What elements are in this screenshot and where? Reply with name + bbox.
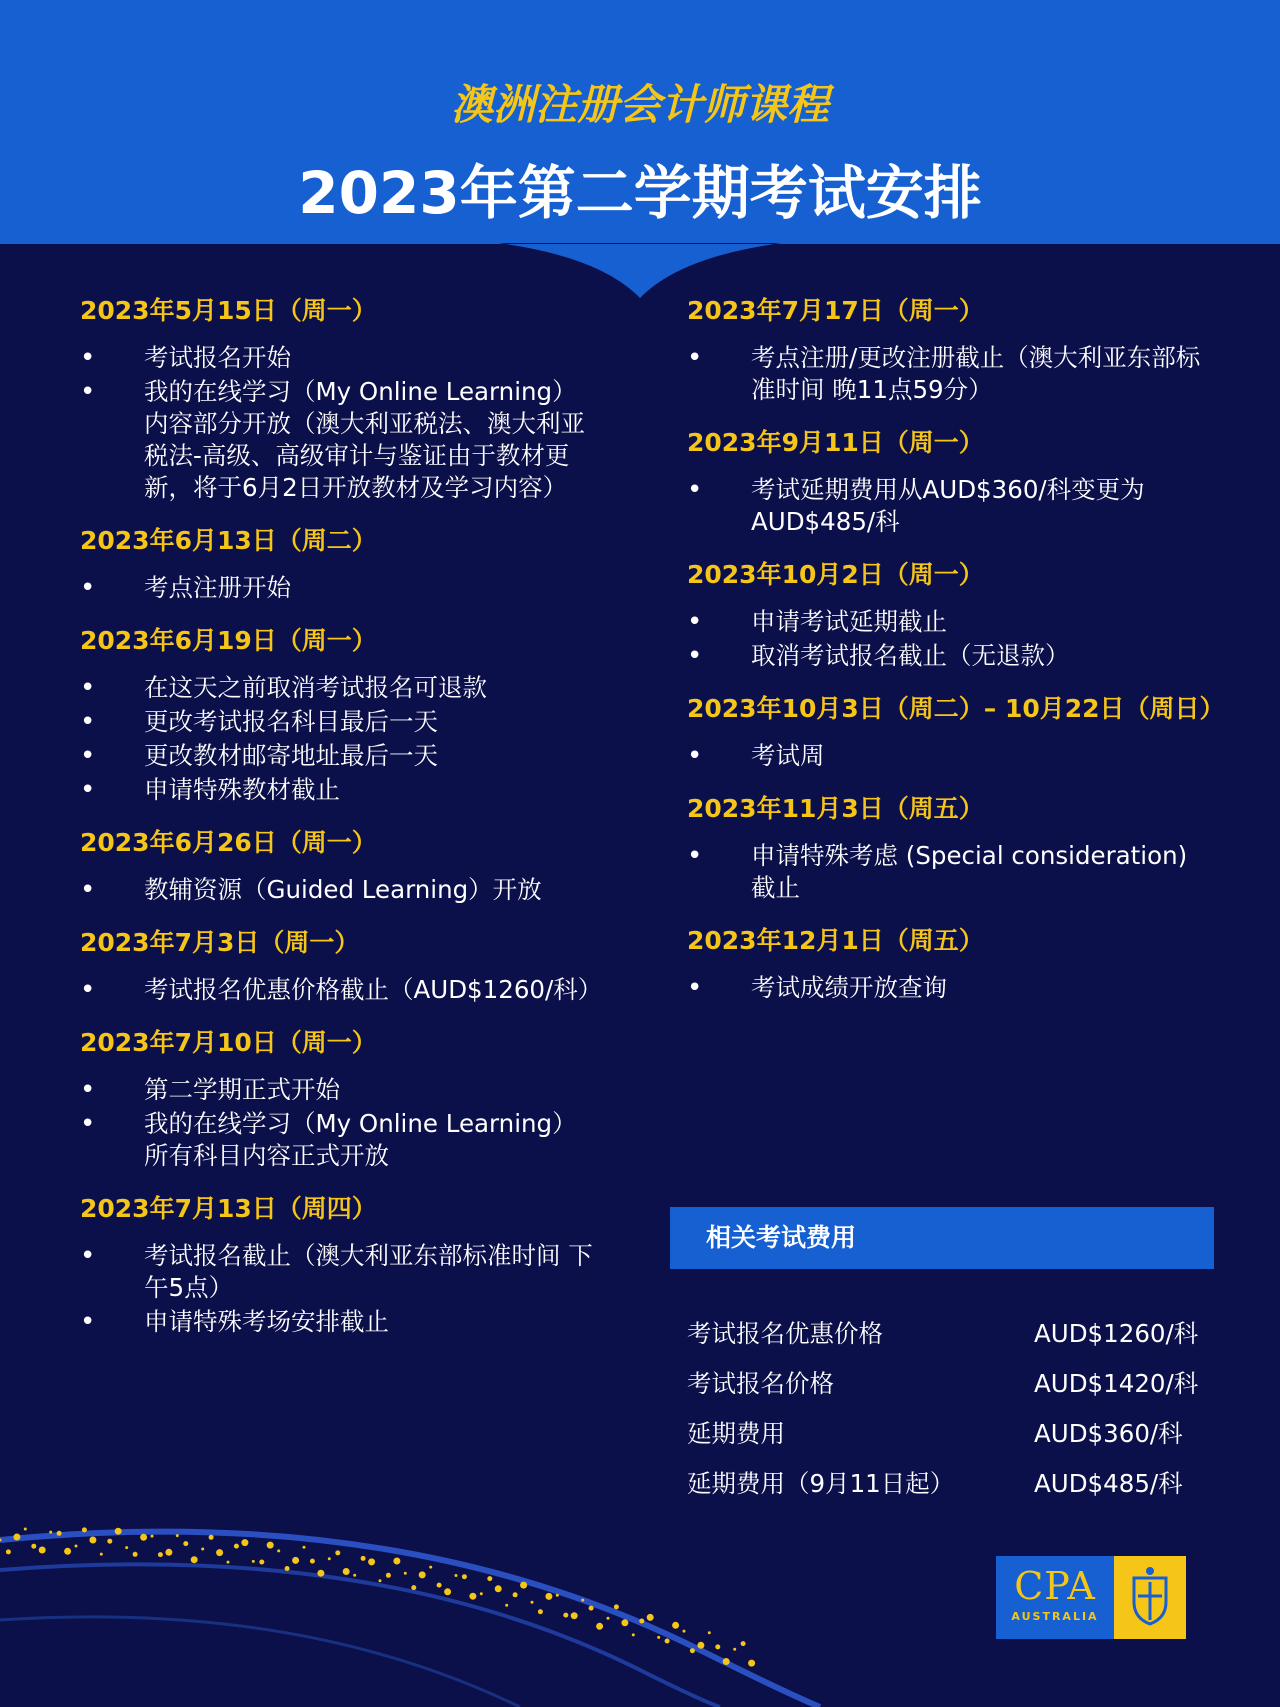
decorative-dot xyxy=(647,1614,654,1621)
schedule-item-list xyxy=(687,606,1207,672)
schedule-left-column xyxy=(80,294,603,1358)
crest-icon xyxy=(1114,1556,1186,1639)
schedule-item: • 考试报名开始 xyxy=(80,342,600,374)
decorative-dot xyxy=(183,1541,188,1546)
decorative-dot xyxy=(107,1539,112,1544)
decorative-dot xyxy=(462,1574,467,1579)
decorative-dot xyxy=(495,1585,502,1592)
decorative-dot xyxy=(158,1552,163,1557)
schedule-item-list xyxy=(80,672,600,806)
page-subtitle: 澳洲注册会计师课程 xyxy=(450,80,829,129)
decorative-dot xyxy=(328,1557,331,1560)
decorative-dot xyxy=(672,1622,679,1629)
decorative-dot xyxy=(115,1528,122,1535)
schedule-item-list xyxy=(80,974,603,1006)
decorative-dot xyxy=(216,1549,223,1556)
schedule-right-column xyxy=(687,294,1225,1024)
fees-table xyxy=(687,1318,1217,1518)
decorative-dot xyxy=(520,1582,527,1589)
schedule-date: 2023年7月13日（周四） xyxy=(80,1194,377,1223)
decorative-dot xyxy=(201,1548,204,1551)
decorative-dot xyxy=(234,1544,239,1549)
schedule-date: 2023年7月3日（周一） xyxy=(80,928,360,957)
schedule-item: • 申请特殊考场安排截止 xyxy=(80,1306,600,1338)
decorative-dot xyxy=(607,1617,610,1620)
fee-label: 延期费用 xyxy=(687,1419,785,1448)
decorative-dot xyxy=(596,1623,603,1630)
decorative-dot xyxy=(259,1560,264,1565)
decorative-dot xyxy=(368,1558,375,1565)
decorative-dot xyxy=(723,1658,730,1665)
decorative-dot xyxy=(82,1527,87,1532)
schedule-date: 2023年7月17日（周一） xyxy=(687,296,984,325)
decorative-dot xyxy=(49,1531,52,1534)
decorative-dot xyxy=(505,1604,508,1607)
fee-label: 考试报名价格 xyxy=(687,1369,834,1398)
fee-value: AUD$485/科 xyxy=(1034,1469,1183,1498)
fees-heading: 相关考试费用 xyxy=(670,1207,1214,1269)
schedule-date: 2023年10月2日（周一） xyxy=(687,560,984,589)
decorative-dot xyxy=(252,1560,255,1563)
decorative-dot xyxy=(191,1556,198,1563)
schedule-item: • 取消考试报名截止（无退款） xyxy=(687,640,1207,672)
decorative-dot xyxy=(621,1619,628,1626)
decorative-dot xyxy=(165,1549,172,1556)
decorative-dot xyxy=(665,1639,670,1644)
schedule-item-list xyxy=(80,1074,600,1172)
schedule-date: 2023年6月26日（周一） xyxy=(80,828,377,857)
schedule-date: 2023年12月1日（周五） xyxy=(687,926,984,955)
decorative-dot xyxy=(429,1566,432,1569)
decorative-dot xyxy=(133,1552,138,1557)
decorative-dot xyxy=(140,1534,147,1541)
schedule-date: 2023年5月15日（周一） xyxy=(80,296,377,325)
schedule-item-list xyxy=(687,972,1207,1004)
schedule-item: • 申请考试延期截止 xyxy=(687,606,1207,638)
decorative-dot xyxy=(531,1601,534,1604)
fee-label: 考试报名优惠价格 xyxy=(687,1319,883,1348)
decorative-dot xyxy=(715,1644,720,1649)
schedule-item-list xyxy=(80,874,600,906)
decorative-dot xyxy=(563,1613,568,1618)
decorative-dot xyxy=(455,1574,458,1577)
decorative-dot xyxy=(6,1549,11,1554)
schedule-item-list xyxy=(80,1240,600,1338)
decorative-dot xyxy=(303,1546,306,1549)
decorative-dot xyxy=(469,1593,476,1600)
fee-value: AUD$360/科 xyxy=(1034,1419,1183,1448)
schedule-item-list xyxy=(687,342,1207,406)
decorative-dot xyxy=(487,1576,492,1581)
schedule-item: • 更改教材邮寄地址最后一天 xyxy=(80,740,600,772)
fee-value: AUD$1260/科 xyxy=(1034,1319,1199,1348)
decorative-dot xyxy=(310,1559,315,1564)
decorative-dot xyxy=(614,1604,619,1609)
schedule-item: • 考点注册开始 xyxy=(80,572,600,604)
schedule-item-list xyxy=(687,474,1207,538)
decorative-dot xyxy=(31,1544,36,1549)
schedule-item: • 考试报名优惠价格截止（AUD$1260/科） xyxy=(80,974,600,1006)
decorative-dot xyxy=(639,1619,644,1624)
decorative-dot xyxy=(437,1583,442,1588)
logo-text: CPA xyxy=(1014,1564,1096,1608)
decorative-dot xyxy=(683,1630,686,1633)
decorative-dot xyxy=(125,1546,128,1549)
decorative-dot xyxy=(39,1547,46,1554)
schedule-date: 2023年6月19日（周一） xyxy=(80,626,377,655)
decorative-dot xyxy=(690,1648,695,1653)
fee-label: 延期费用（9月11日起） xyxy=(687,1469,955,1498)
schedule-item-list xyxy=(687,840,1207,904)
schedule-item: • 我的在线学习（My Online Learning）内容部分开放（澳大利亚税法、澳大利亚税法-高级、高级审计与鉴证由于教材更新，将于6月2日开放教材及学习内容） xyxy=(80,376,600,504)
page-title: 2023年第二学期考试安排 xyxy=(298,159,982,227)
schedule-item: • 我的在线学习（My Online Learning）所有科目内容正式开放 xyxy=(80,1108,600,1172)
decorative-dot xyxy=(24,1528,27,1531)
cpa-logo xyxy=(996,1556,1186,1639)
logo-subtext: AUSTRALIA xyxy=(1011,1610,1099,1623)
schedule-date: 2023年11月3日（周五） xyxy=(687,794,984,823)
decorative-dot xyxy=(538,1609,543,1614)
decorative-dot xyxy=(317,1570,324,1577)
schedule-item: • 考试报名截止（澳大利亚东部标准时间 下午5点） xyxy=(80,1240,600,1304)
schedule-item: • 考点注册/更改注册截止（澳大利亚东部标准时间 晚11点59分） xyxy=(687,342,1207,406)
decorative-dot xyxy=(241,1539,248,1546)
fee-value: AUD$1420/科 xyxy=(1034,1369,1199,1398)
decorative-dot xyxy=(209,1535,214,1540)
decorative-dot xyxy=(57,1531,62,1536)
schedule-item: • 考试延期费用从AUD$360/科变更为AUD$485/科 xyxy=(687,474,1207,538)
decorative-dot xyxy=(386,1573,391,1578)
fee-row xyxy=(687,1418,1217,1468)
decorative-dot xyxy=(444,1588,451,1595)
schedule-item-list xyxy=(687,740,1207,772)
decorative-dot xyxy=(335,1550,340,1555)
fee-row xyxy=(687,1318,1217,1368)
decorative-dot xyxy=(100,1553,103,1556)
decorative-dot xyxy=(708,1631,711,1634)
decorative-dot xyxy=(292,1557,299,1564)
decorative-dot xyxy=(419,1571,426,1578)
decorative-dot xyxy=(657,1636,660,1639)
header-banner xyxy=(0,0,1280,243)
decorative-dot xyxy=(227,1561,230,1564)
decorative-dot xyxy=(571,1612,578,1619)
decorative-dot xyxy=(697,1642,704,1649)
decorative-dot xyxy=(285,1566,290,1571)
decorative-dot xyxy=(343,1568,350,1575)
decorative-dot xyxy=(89,1537,96,1544)
decorative-dot xyxy=(353,1574,356,1577)
decorative-dot xyxy=(733,1648,736,1651)
schedule-item: • 第二学期正式开始 xyxy=(80,1074,600,1106)
schedule-item: • 教辅资源（Guided Learning）开放 xyxy=(80,874,600,906)
decorative-dot xyxy=(632,1633,635,1636)
schedule-item: • 申请特殊教材截止 xyxy=(80,774,600,806)
decorative-dot xyxy=(64,1548,71,1555)
decorative-dot xyxy=(13,1534,20,1541)
decorative-dot xyxy=(176,1534,179,1537)
schedule-date: 2023年10月3日（周二）– 10月22日（周日） xyxy=(687,694,1225,723)
schedule-item: • 考试周 xyxy=(687,740,1207,772)
decorative-dot xyxy=(361,1556,366,1561)
decorative-dot xyxy=(748,1660,755,1667)
decorative-dot xyxy=(545,1593,552,1600)
decorative-dot xyxy=(556,1594,559,1597)
decorative-dot xyxy=(277,1549,280,1552)
decorative-dot xyxy=(151,1535,154,1538)
decorative-dot xyxy=(267,1542,274,1549)
schedule-item: • 更改考试报名科目最后一天 xyxy=(80,706,600,738)
decorative-dot xyxy=(589,1606,594,1611)
decorative-dot xyxy=(581,1599,584,1602)
fee-row xyxy=(687,1368,1217,1418)
decorative-dot xyxy=(480,1592,483,1595)
schedule-item-list xyxy=(80,572,600,604)
decorative-dot xyxy=(741,1641,746,1646)
schedule-item: • 申请特殊考虑 (Special consideration) 截止 xyxy=(687,840,1207,904)
decorative-dot xyxy=(75,1545,78,1548)
decorative-dot xyxy=(404,1572,407,1575)
schedule-date: 2023年7月10日（周一） xyxy=(80,1028,377,1057)
schedule-item: • 在这天之前取消考试报名可退款 xyxy=(80,672,600,704)
schedule-date: 2023年9月11日（周一） xyxy=(687,428,984,457)
schedule-item: • 考试成绩开放查询 xyxy=(687,972,1207,1004)
decorative-dot xyxy=(411,1585,416,1590)
schedule-item-list xyxy=(80,342,600,504)
schedule-date: 2023年6月13日（周二） xyxy=(80,526,377,555)
decorative-dot xyxy=(393,1558,400,1565)
decorative-dot xyxy=(379,1579,382,1582)
decorative-dot xyxy=(513,1592,518,1597)
